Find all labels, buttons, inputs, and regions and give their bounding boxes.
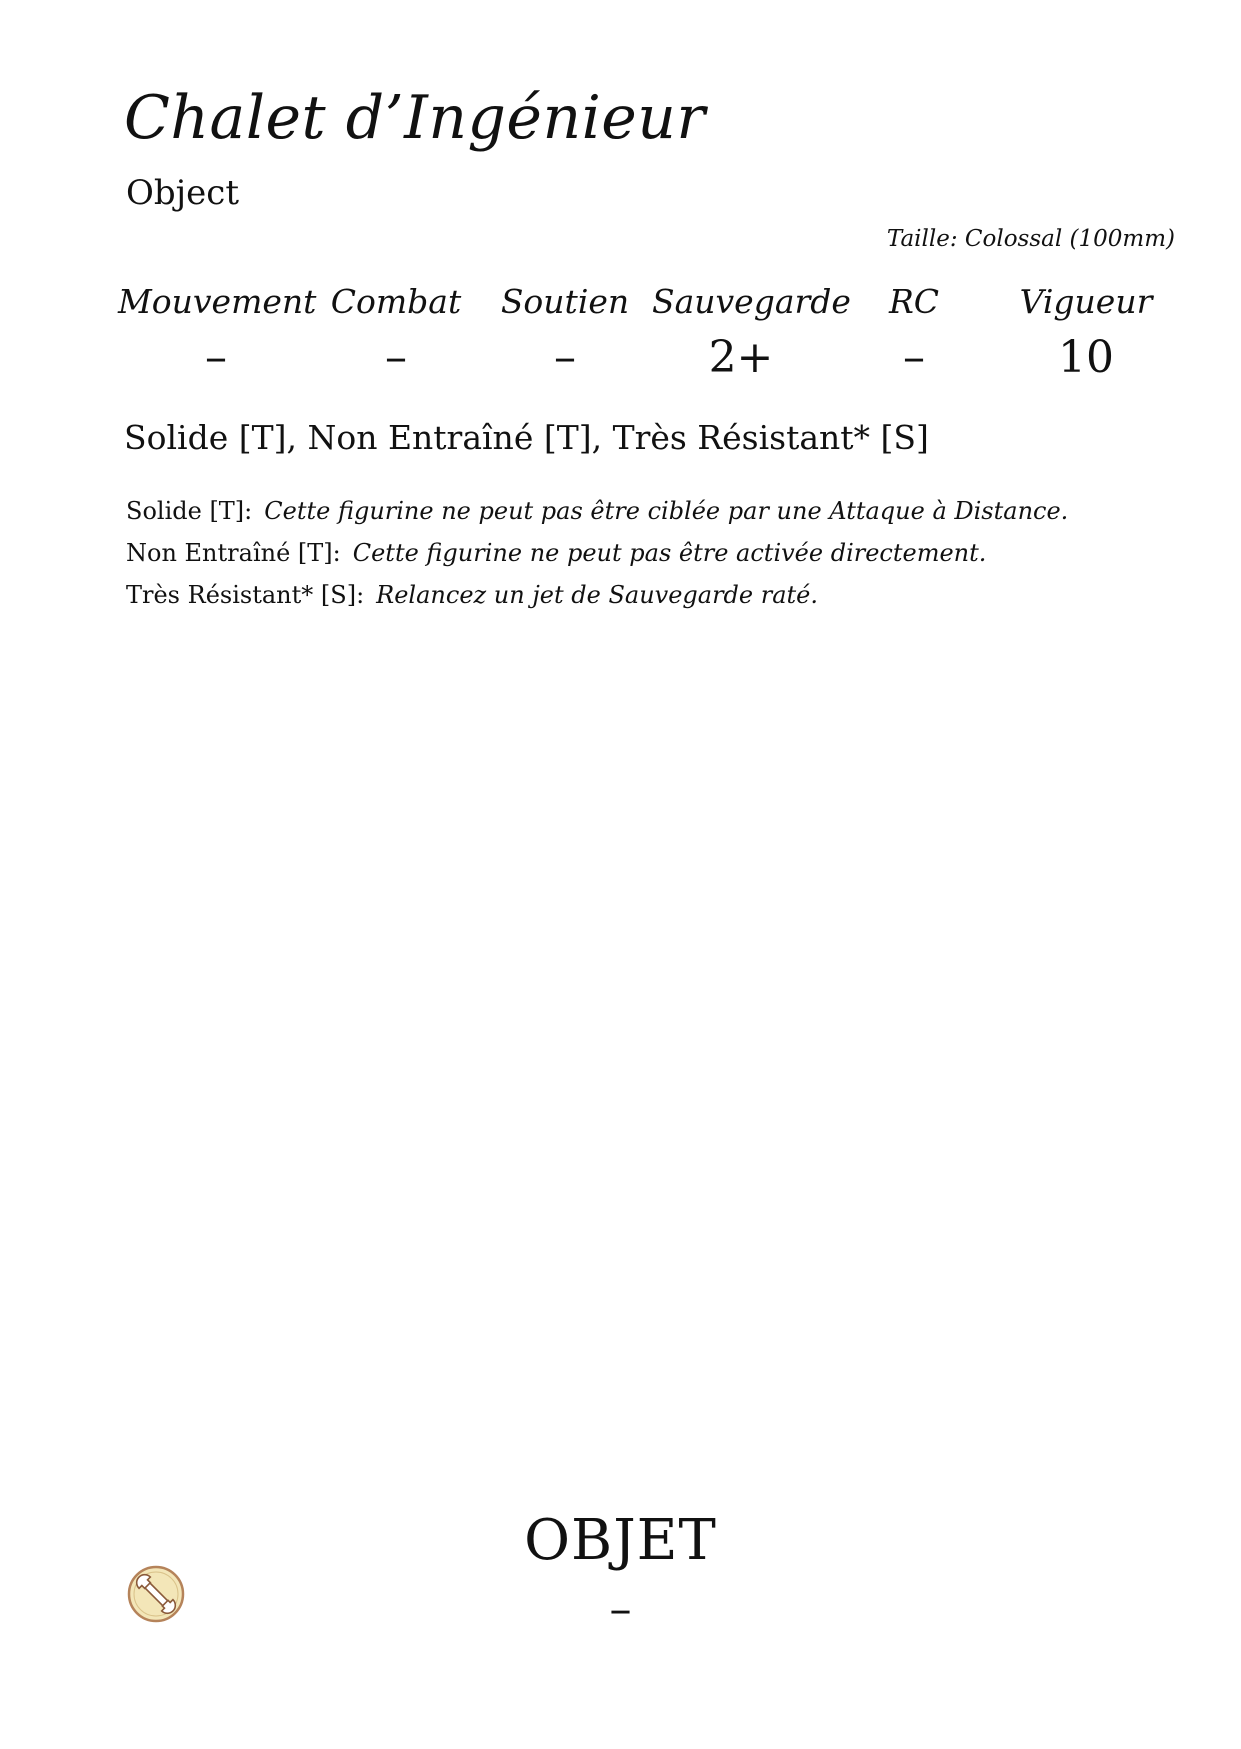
stat-value-soutien: – (554, 332, 576, 383)
card-subtitle: Object (126, 173, 240, 213)
card-title: Chalet d’Ingénieur (124, 83, 706, 153)
rule-text: Cette figurine ne peut pas être ciblée par une Attaque à Distance. (264, 497, 1069, 525)
rule-item (126, 574, 1126, 616)
stat-header-vigueur: Vigueur (1019, 282, 1153, 321)
rule-text: Cette figurine ne peut pas être activée directement. (352, 539, 987, 567)
size-label: Taille: Colossal (100mm) (886, 226, 1175, 252)
stat-header-sauvegarde: Sauvegarde (652, 282, 851, 321)
stats-value-row (118, 322, 1174, 388)
stat-value-rc: – (903, 332, 925, 383)
rules-list (126, 490, 1126, 616)
stat-header-mouvement: Mouvement (118, 282, 317, 321)
stats-header-row (118, 282, 1174, 322)
rule-text: Relancez un jet de Sauvegarde raté. (376, 581, 819, 609)
rule-item (126, 490, 1126, 532)
stat-header-combat: Combat (330, 282, 462, 321)
stat-header-soutien: Soutien (500, 282, 630, 321)
stat-value-combat: – (385, 332, 407, 383)
stat-header-rc: RC (888, 282, 940, 321)
faction-label: OBJET (524, 1508, 717, 1573)
stat-value-vigueur: 10 (1058, 332, 1114, 383)
faction-sub: – (609, 1584, 632, 1635)
stat-value-sauvegarde: 2+ (708, 332, 774, 383)
stats-table (118, 282, 1174, 388)
rule-name: Non Entraîné [T]: (126, 539, 341, 567)
stat-value-mouvement: – (205, 332, 227, 383)
keywords-line: Solide [T], Non Entraîné [T], Très Résistant* [S] (124, 418, 929, 457)
rule-name: Très Résistant* [S]: (126, 581, 365, 609)
rule-item (126, 532, 1126, 574)
rule-name: Solide [T]: (126, 497, 253, 525)
